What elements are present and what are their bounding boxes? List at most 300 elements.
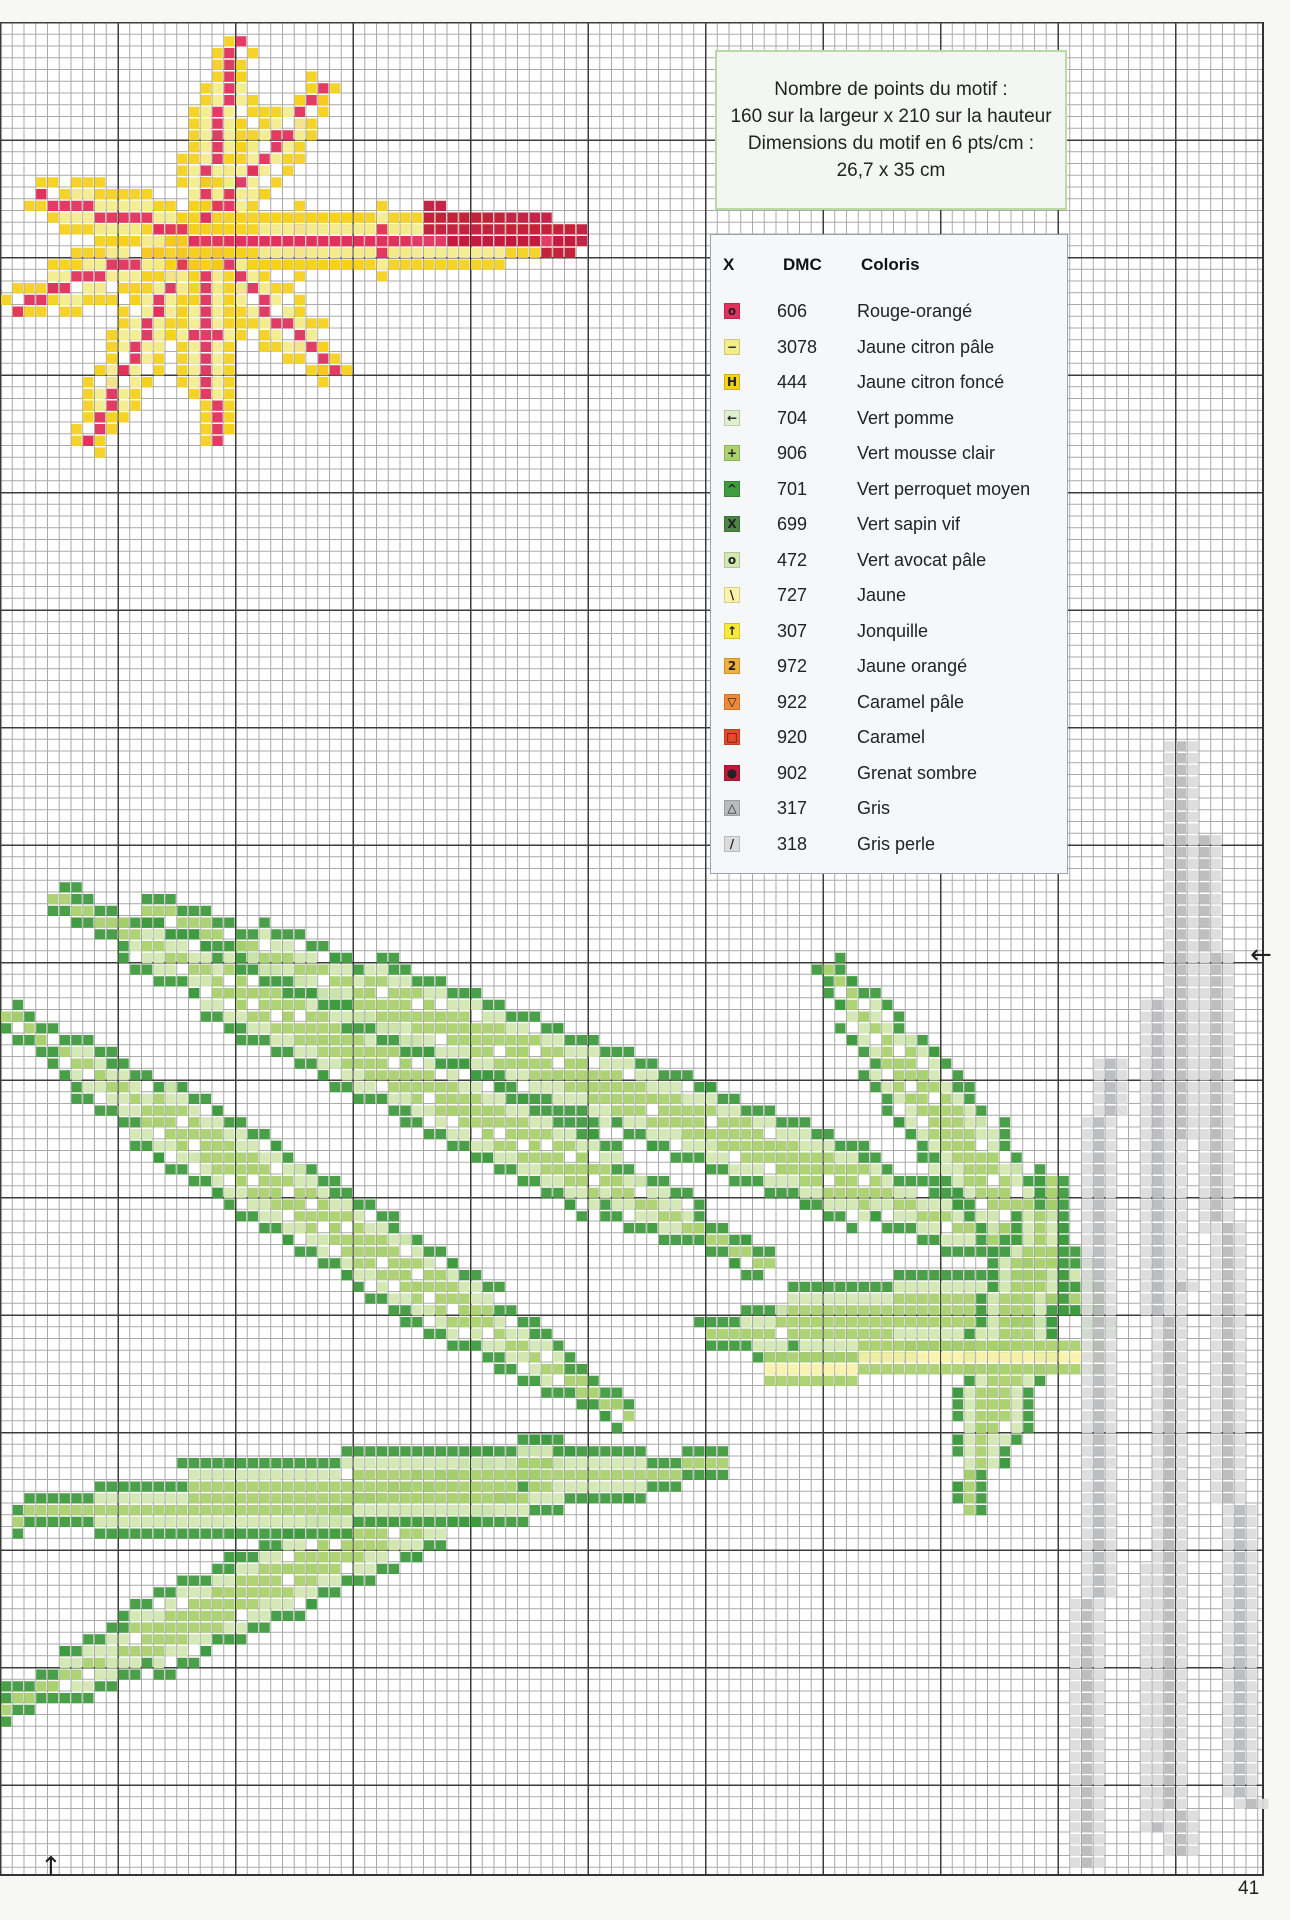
leaf-stitch [518,1164,528,1174]
flower-stamen-stitch [448,213,458,223]
leaf-stitch [201,1094,211,1104]
grass-stitch [1153,1529,1163,1539]
leaf-stitch [236,1529,246,1539]
leaf-stitch [636,1176,646,1186]
leaf-stitch [154,918,164,928]
flower-petal-stitch [401,260,411,270]
leaf-stitch [130,929,140,939]
grass-stitch [1176,1094,1186,1104]
flower-petal-stitch [330,354,340,364]
leaf-stitch [154,929,164,939]
flower-petal-stitch [189,260,199,270]
flower-petal-stitch [72,436,82,446]
grass-stitch [1211,835,1221,845]
leaf-stitch [295,1564,305,1574]
grass-stitch [1082,1634,1092,1644]
leaf-stitch [542,1129,552,1139]
leaf-stitch [307,1211,317,1221]
leaf-stitch [401,1270,411,1280]
grass-stitch [1082,1529,1092,1539]
grass-stitch [1164,1540,1174,1550]
leaf-stitch [483,1141,493,1151]
leaf-stitch [471,1035,481,1045]
leaf-stitch [495,1000,505,1010]
flower-petal-stitch [119,248,129,258]
leaf-stitch [459,1493,469,1503]
leaf-stitch [248,1623,258,1633]
leaf-stitch [377,1000,387,1010]
leaf-stitch [471,1458,481,1468]
leaf-stitch [295,1023,305,1033]
leaf-stitch [107,1505,117,1515]
grass-stitch [1141,1223,1151,1233]
leaf-stitch [847,1223,857,1233]
leaf-stitch [1000,1411,1010,1421]
legend-swatch-icon: / [724,836,740,852]
flower-petal-stitch [401,248,411,258]
leaf-stitch [882,1223,892,1233]
leaf-stitch [424,1047,434,1057]
grass-stitch [1235,1634,1245,1644]
leaf-stitch [918,1305,928,1315]
leaf-stitch [542,1023,552,1033]
leaf-stitch [95,1106,105,1116]
leaf-stitch [506,1012,516,1022]
flower-petal-stitch [189,365,199,375]
leaf-stitch [694,1317,704,1327]
leaf-stitch [647,1470,657,1480]
grass-stitch [1164,1423,1174,1433]
leaf-stitch [1023,1223,1033,1233]
leaf-stitch [612,1106,622,1116]
legend-color-name: Jaune orangé [857,656,968,676]
grass-stitch [1164,871,1174,881]
leaf-stitch [401,1023,411,1033]
leaf-stitch [894,1094,904,1104]
leaf-stitch [1070,1270,1080,1280]
leaf-stitch [976,1329,986,1339]
leaf-stitch [142,953,152,963]
leaf-stitch [72,1681,82,1691]
grass-stitch [1141,1035,1151,1045]
flower-petal-stitch [412,236,422,246]
leaf-stitch [224,1117,234,1127]
leaf-stitch [1023,1329,1033,1339]
leaf-stitch [401,1493,411,1503]
leaf-stitch [436,1470,446,1480]
leaf-stitch [177,1493,187,1503]
leaf-stitch [894,1070,904,1080]
grass-stitch [1082,1341,1092,1351]
leaf-stitch [330,1200,340,1210]
grass-stitch [1094,1223,1104,1233]
leaf-vein-stitch [824,1376,834,1386]
legend-color-name: Vert avocat pâle [857,549,987,570]
grass-stitch [1200,835,1210,845]
leaf-stitch [565,1376,575,1386]
leaf-stitch [612,1388,622,1398]
grass-stitch [1082,1775,1092,1785]
grass-stitch [1176,1717,1186,1727]
leaf-stitch [448,1000,458,1010]
grass-stitch [1164,1599,1174,1609]
flower-stamen-stitch [542,224,552,234]
flower-petal-stitch [107,354,117,364]
grass-stitch [1094,1811,1104,1821]
grass-stitch [1164,1799,1174,1809]
flower-petal-stitch [107,365,117,375]
flower-petal-stitch [13,283,23,293]
legend-color-name: Jaune citron foncé [857,372,1005,392]
grass-stitch [1094,1529,1104,1539]
leaf-stitch [318,1000,328,1010]
leaf-stitch [518,1317,528,1327]
leaf-stitch [72,1082,82,1092]
grass-stitch [1082,1787,1092,1797]
flower-petal-stitch [224,213,234,223]
color-legend [710,234,1068,874]
grass-stitch [1164,1681,1174,1691]
leaf-stitch [201,1470,211,1480]
leaf-stitch [201,1576,211,1586]
leaf-stitch [401,1047,411,1057]
flower-petal-stitch [60,271,70,281]
leaf-stitch [542,1505,552,1515]
leaf-stitch [424,976,434,986]
flower-petal-stitch [13,307,23,317]
grass-stitch [1153,1799,1163,1809]
leaf-stitch [72,1505,82,1515]
leaf-vein-stitch [894,1352,904,1362]
leaf-stitch [882,1082,892,1092]
leaf-stitch [553,1435,563,1445]
leaf-stitch [248,953,258,963]
leaf-stitch [577,1470,587,1480]
leaf-vein-stitch [1012,1341,1022,1351]
leaf-stitch [976,1117,986,1127]
leaf-stitch [448,1035,458,1045]
leaf-stitch [918,1294,928,1304]
flower-petal-stitch [483,260,493,270]
grass-stitch [1188,1846,1198,1856]
grass-stitch [1106,1376,1116,1386]
leaf-stitch [882,1106,892,1116]
grass-stitch [1164,1341,1174,1351]
leaf-vein-stitch [812,1352,822,1362]
leaf-stitch [518,1129,528,1139]
leaf-stitch [271,1587,281,1597]
leaf-stitch [213,1505,223,1515]
leaf-stitch [154,1587,164,1597]
leaf-stitch [565,1458,575,1468]
leaf-stitch [295,1482,305,1492]
leaf-stitch [436,1317,446,1327]
leaf-stitch [330,1505,340,1515]
leaf-stitch [142,1482,152,1492]
flower-petal-stitch [283,166,293,176]
leaf-stitch [459,1106,469,1116]
leaf-stitch [741,1305,751,1315]
leaf-stitch [354,1470,364,1480]
leaf-stitch [929,1317,939,1327]
leaf-stitch [530,1505,540,1515]
leaf-stitch [1023,1388,1033,1398]
grass-stitch [1070,1646,1080,1656]
grass-stitch [1200,847,1210,857]
flower-petal-stitch [95,260,105,270]
leaf-stitch [730,1129,740,1139]
leaf-stitch [354,1517,364,1527]
leaf-stitch [354,988,364,998]
leaf-stitch [589,1482,599,1492]
info-line-dimensions: Dimensions du motif en 6 pts/cm : [747,133,1035,154]
grass-stitch [1141,1611,1151,1621]
flower-stamen-stitch [448,236,458,246]
leaf-stitch [119,1658,129,1668]
legend-dmc-code: 727 [777,585,808,605]
flower-petal-stitch [213,271,223,281]
leaf-stitch [718,1153,728,1163]
grass-stitch [1094,1458,1104,1468]
leaf-stitch [1,1717,11,1727]
leaf-stitch [847,1000,857,1010]
flower-petal-stitch [189,119,199,129]
grass-stitch [1082,1399,1092,1409]
leaf-stitch [389,1082,399,1092]
grass-stitch [1176,976,1186,986]
flower-petal-stitch [283,354,293,364]
flower-petal-stitch [295,107,305,117]
grass-stitch [1153,1482,1163,1492]
leaf-stitch [600,1470,610,1480]
leaf-stitch [647,1211,657,1221]
leaf-stitch [1000,1188,1010,1198]
flower-petal-stitch [189,154,199,164]
grass-stitch [1153,1376,1163,1386]
grass-stitch [1235,1470,1245,1480]
leaf-stitch [1,1693,11,1703]
flower-petal-stitch [248,177,258,187]
leaf-stitch [177,1529,187,1539]
leaf-stitch [1023,1211,1033,1221]
leaf-stitch [72,1670,82,1680]
leaf-stitch [589,1200,599,1210]
grass-stitch [1235,1223,1245,1233]
leaf-stitch [307,1188,317,1198]
leaf-stitch [260,929,270,939]
grass-stitch [1094,1728,1104,1738]
flower-petal-stitch [107,377,117,387]
leaf-stitch [718,1094,728,1104]
leaf-stitch [389,1000,399,1010]
grass-stitch [1141,1023,1151,1033]
leaf-stitch [271,1141,281,1151]
legend-swatch-icon: + [724,445,740,461]
leaf-stitch [835,965,845,975]
leaf-stitch [835,1176,845,1186]
flower-petal-stitch [166,201,176,211]
leaf-stitch [248,1141,258,1151]
leaf-stitch [671,1211,681,1221]
grass-stitch [1188,1834,1198,1844]
leaf-stitch [553,1023,563,1033]
leaf-vein-stitch [976,1341,986,1351]
grass-stitch [1164,859,1174,869]
grass-stitch [1094,1153,1104,1163]
leaf-stitch [459,1470,469,1480]
leaf-stitch [518,1435,528,1445]
grass-stitch [1223,1728,1233,1738]
grass-stitch [1223,1587,1233,1597]
leaf-stitch [13,1035,23,1045]
leaf-stitch [471,1070,481,1080]
grass-stitch [1247,1517,1257,1527]
flower-petal-stitch [166,283,176,293]
leaf-vein-stitch [1023,1352,1033,1362]
grass-stitch [1223,1540,1233,1550]
grass-stitch [1070,1705,1080,1715]
leaf-stitch [130,1117,140,1127]
leaf-stitch [389,1270,399,1280]
leaf-stitch [389,1517,399,1527]
leaf-stitch [1000,1141,1010,1151]
flower-petal-stitch [295,201,305,211]
flower-petal-stitch [201,154,211,164]
leaf-stitch [365,1446,375,1456]
leaf-stitch [459,1023,469,1033]
leaf-stitch [189,1623,199,1633]
leaf-stitch [1012,1423,1022,1433]
grass-stitch [1141,1047,1151,1057]
leaf-stitch [189,906,199,916]
leaf-stitch [506,1517,516,1527]
grass-stitch [1106,1164,1116,1174]
leaf-stitch [1000,1329,1010,1339]
grass-stitch [1153,1047,1163,1057]
flower-petal-stitch [224,283,234,293]
leaf-stitch [72,906,82,916]
grass-stitch [1200,1035,1210,1045]
leaf-stitch [1047,1188,1057,1198]
leaf-stitch [260,1188,270,1198]
leaf-stitch [295,1247,305,1257]
leaf-stitch [260,1023,270,1033]
leaf-stitch [636,1082,646,1092]
leaf-stitch [553,1505,563,1515]
leaf-stitch [918,1035,928,1045]
leaf-stitch [1047,1317,1057,1327]
leaf-stitch [412,1047,422,1057]
leaf-stitch [436,1529,446,1539]
flower-petal-stitch [83,377,93,387]
grass-stitch [1106,1070,1116,1080]
flower-stamen-stitch [518,224,528,234]
leaf-stitch [342,988,352,998]
leaf-stitch [224,1200,234,1210]
flower-petal-stitch [189,389,199,399]
leaf-stitch [166,1505,176,1515]
leaf-stitch [95,1047,105,1057]
grass-stitch [1094,1423,1104,1433]
grass-stitch [1176,1658,1186,1668]
leaf-stitch [1000,1235,1010,1245]
leaf-stitch [1023,1305,1033,1315]
leaf-stitch [154,1493,164,1503]
leaf-stitch [236,1012,246,1022]
legend-swatch-icon: △ [724,800,740,816]
leaf-stitch [518,1470,528,1480]
leaf-stitch [612,1047,622,1057]
leaf-stitch [612,1141,622,1151]
leaf-vein-stitch [988,1341,998,1351]
leaf-stitch [13,1517,23,1527]
grass-stitch [1211,1435,1221,1445]
grass-stitch [1094,1129,1104,1139]
leaf-stitch [271,1564,281,1574]
leaf-stitch [1059,1270,1069,1280]
grass-stitch [1176,1035,1186,1045]
flower-petal-stitch [177,248,187,258]
leaf-stitch [424,1505,434,1515]
leaf-stitch [530,1012,540,1022]
leaf-stitch [976,1223,986,1233]
grass-stitch [1094,1587,1104,1597]
grass-stitch [1235,1705,1245,1715]
leaf-stitch [318,1529,328,1539]
leaf-stitch [130,1670,140,1680]
leaf-stitch [236,929,246,939]
grass-stitch [1211,1482,1221,1492]
leaf-stitch [448,1059,458,1069]
flower-petal-stitch [295,213,305,223]
leaf-stitch [48,1681,58,1691]
grass-stitch [1247,1787,1257,1797]
flower-petal-stitch [471,260,481,270]
leaf-stitch [377,1282,387,1292]
grass-stitch [1164,1764,1174,1774]
leaf-stitch [965,1164,975,1174]
leaf-vein-stitch [788,1376,798,1386]
leaf-stitch [647,1482,657,1492]
flower-petal-stitch [213,201,223,211]
flower-petal-stitch [119,271,129,281]
leaf-stitch [318,1235,328,1245]
leaf-stitch [483,1341,493,1351]
leaf-stitch [248,1505,258,1515]
leaf-stitch [424,1106,434,1116]
grass-stitch [1176,1540,1186,1550]
leaf-stitch [260,1129,270,1139]
leaf-stitch [330,976,340,986]
leaf-stitch [295,1458,305,1468]
flower-petal-stitch [48,177,58,187]
grass-stitch [1070,1775,1080,1785]
grass-stitch [1176,1082,1186,1092]
leaf-stitch [918,1211,928,1221]
grass-stitch [1164,1094,1174,1104]
leaf-stitch [976,1106,986,1116]
grass-stitch [1188,1094,1198,1104]
grass-stitch [1070,1611,1080,1621]
leaf-stitch [189,1505,199,1515]
leaf-stitch [154,1646,164,1656]
leaf-stitch [48,1047,58,1057]
grass-stitch [1164,1552,1174,1562]
leaf-stitch [600,1399,610,1409]
leaf-stitch [154,1611,164,1621]
leaf-stitch [871,1317,881,1327]
flower-petal-stitch [201,271,211,281]
